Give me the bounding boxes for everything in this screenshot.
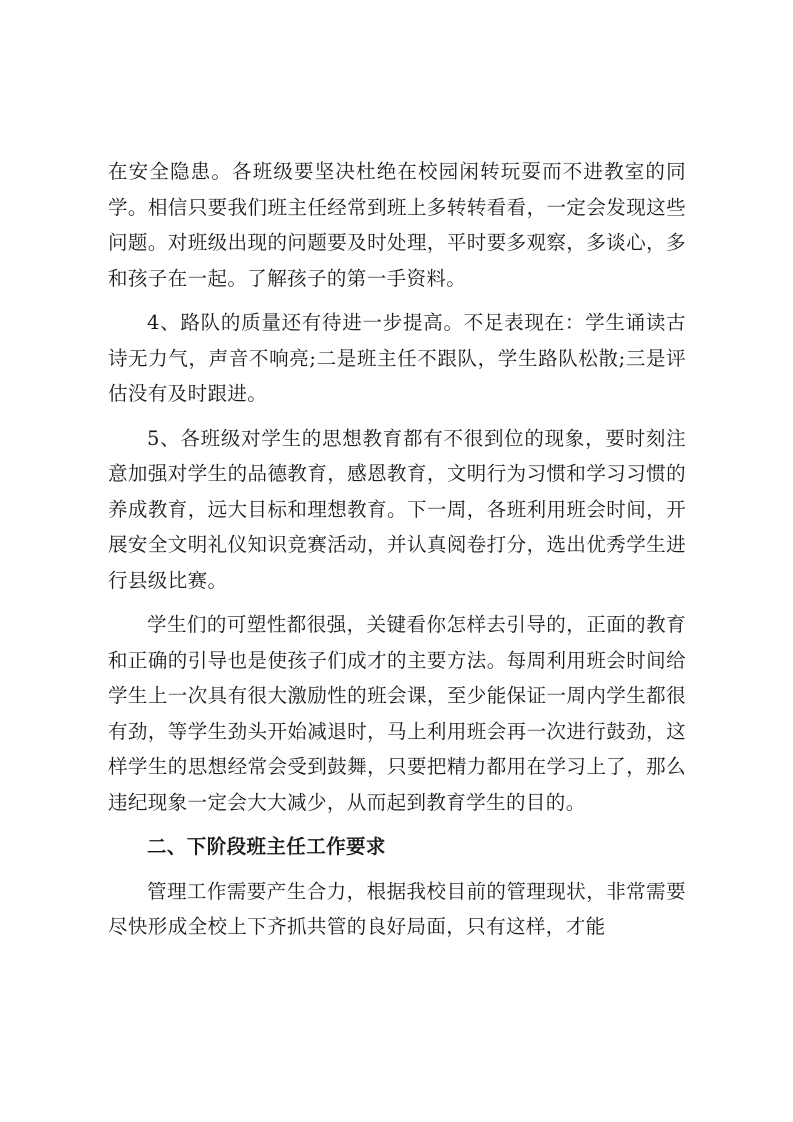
paragraph-item-4: 4、路队的质量还有待进一步提高。不足表现在：学生诵读古诗无力气，声音不响亮;二是班主任不跟队，学生路队松散;三是评估没有及时跟进。 [108,311,686,405]
paragraph-item-5: 5、各班级对学生的思想教育都有不很到位的现象，要时刻注意加强对学生的品德教育，感恩教育，文明行为习惯和学习习惯的养成教育，远大目标和理想教育。下一周，各班利用班会时间，开展安全文明礼仪知识竞赛活动，并认真阅卷打分，选出优秀学生进行县级比赛。 [108,426,686,592]
paragraph-guidance: 学生们的可塑性都很强，关键看你怎样去引导的，正面的教育和正确的引导也是使孩子们成才的主要方法。每周利用班会时间给学生上一次具有很大激励性的班会课，至少能保证一周内学生都很有劲，等学生劲头开始减退时，马上利用班会再一次进行鼓劲，这样学生的思想经常会受到鼓舞，只要把精力都用在学习上了，那么违纪现象一定会大大减少，从而起到教育学生的目的。 [108,613,686,814]
section-heading: 二、下阶段班主任工作要求 [147,835,386,858]
paragraph-management: 管理工作需要产生合力，根据我校目前的管理现状，非常需要尽快形成全校上下齐抓共管的良好局面，只有这样，才能 [108,879,686,938]
document-body [108,154,686,945]
paragraph-continuation: 在安全隐患。各班级要坚决杜绝在校园闲转玩耍而不进教室的同学。相信只要我们班主任经常到班上多转转看看，一定会发现这些问题。对班级出现的问题要及时处理，平时要多观察，多谈心，多和孩子在一起。了解孩子的第一手资料。 [108,160,686,290]
